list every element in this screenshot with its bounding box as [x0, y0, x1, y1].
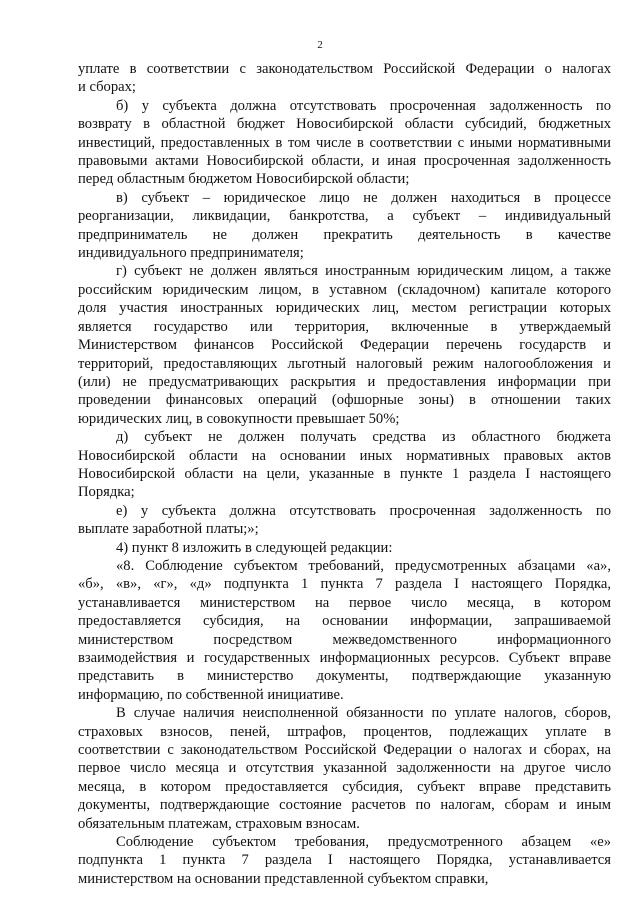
paragraph: [78, 262, 611, 428]
text-line: доля участия иностранных юридических лиц, местом регистрации которых: [78, 300, 611, 317]
text-line: юридических лиц, в совокупности превышает 50%;: [78, 410, 400, 427]
text-line: (или) не предусматривающих раскрытия и предоставления информации при: [78, 373, 611, 390]
text-line: «б», «в», «г», «д» подпункта 1 пункта 7 раздела I настоящего Порядка,: [78, 576, 611, 593]
text-line: 4) пункт 8 изложить в следующей редакции:: [116, 539, 393, 556]
text-line: перед областным бюджетом Новосибирской области;: [78, 171, 410, 188]
text-line: инвестиций, предоставленных в том числе в соответствии с иными нормативными: [78, 134, 611, 151]
page-number: 2: [317, 39, 323, 51]
text-line: уплате в соответствии с законодательством Российской Федерации о налогах: [78, 61, 611, 77]
text-line: взаимодействия и государственных информационных ресурсов. Субъект вправе: [78, 650, 611, 666]
paragraph: [78, 189, 611, 263]
paragraph: [78, 97, 611, 189]
text-line: министерством посредством межведомственного информационного: [78, 631, 611, 648]
text-line: устанавливается министерством на первое число месяца, в котором: [78, 594, 611, 611]
text-line: в) субъект – юридическое лицо не должен находиться в процессе: [116, 189, 611, 206]
text-line: проведении финансовых операций (офшорные зоны) в отношении таких: [78, 392, 611, 409]
text-line: министерством на основании представленной субъектом справки,: [78, 870, 489, 887]
text-line: выплате заработной платы;»;: [78, 521, 259, 538]
document-body: [78, 60, 611, 888]
text-line: российским юридическим лицом, в уставном (складочном) капитале которого: [78, 281, 611, 298]
paragraph: [78, 833, 611, 888]
text-line: г) субъект не должен являться иностранным юридическим лицом, а также: [116, 263, 611, 280]
text-line: месяца, в котором предоставляется субсидия, субъект вправе представить: [78, 778, 611, 795]
text-line: В случае наличия неисполненной обязанности по уплате налогов, сборов,: [116, 705, 611, 722]
text-line: индивидуального предпринимателя;: [78, 245, 304, 262]
text-line: территорий, предоставляющих льготный налоговый режим налогообложения и: [78, 355, 611, 372]
text-line: обязательным платежам, страховым взносам.: [78, 815, 360, 832]
paragraph: [78, 60, 611, 97]
text-line: документы, подтверждающие состояние расчетов по налогам, сборам и иным: [78, 797, 611, 814]
text-line: реорганизации, ликвидации, банкротства, а субъект – индивидуальный: [78, 208, 611, 225]
text-line: д) субъект не должен получать средства из областного бюджета: [116, 429, 611, 446]
paragraph: [78, 428, 611, 502]
text-line: Новосибирской области на цели, указанные в пункте 1 раздела I настоящего: [78, 465, 611, 482]
text-line: возврату в областной бюджет Новосибирской области субсидий, бюджетных: [78, 116, 611, 133]
paragraph: [78, 557, 611, 704]
paragraph: [78, 704, 611, 833]
text-line: Министерством финансов Российской Федерации перечень государств и: [78, 337, 611, 354]
text-line: «8. Соблюдение субъектом требований, предусмотренных абзацами «а»,: [116, 557, 611, 574]
text-line: предоставляется субсидия, на основании информации, запрашиваемой: [78, 613, 611, 630]
text-line: б) у субъекта должна отсутствовать просроченная задолженность по: [116, 97, 611, 114]
text-line: Порядка;: [78, 484, 135, 501]
text-line: Новосибирской области на основании иных нормативных правовых актов: [78, 447, 611, 464]
text-line: Соблюдение субъектом требования, предусмотренного абзацем «е»: [116, 834, 611, 851]
paragraph: [78, 539, 611, 557]
text-line: информацию, по собственной инициативе.: [78, 686, 344, 703]
text-line: правовыми актами Новосибирской области, и иная просроченная задолженность: [78, 153, 611, 170]
text-line: является государство или территория, включенные в утверждаемый: [78, 318, 611, 335]
text-line: подпункта 1 пункта 7 раздела I настоящего Порядка, устанавливается: [78, 852, 611, 869]
text-line: первое число месяца и отсутствия указанной задолженности на другое число: [78, 760, 611, 777]
text-line: е) у субъекта должна отсутствовать просроченная задолженность по: [116, 502, 611, 519]
text-line: предприниматель не должен прекратить деятельность в качестве: [78, 226, 611, 243]
text-line: представить в министерство документы, подтверждающие указанную: [78, 668, 611, 685]
paragraph: [78, 502, 611, 539]
text-line: и сборах;: [78, 79, 136, 96]
text-line: страховых взносов, пеней, штрафов, процентов, подлежащих уплате в: [78, 723, 611, 740]
text-line: соответствии с законодательством Российской Федерации о налогах и сборах, на: [78, 742, 611, 759]
